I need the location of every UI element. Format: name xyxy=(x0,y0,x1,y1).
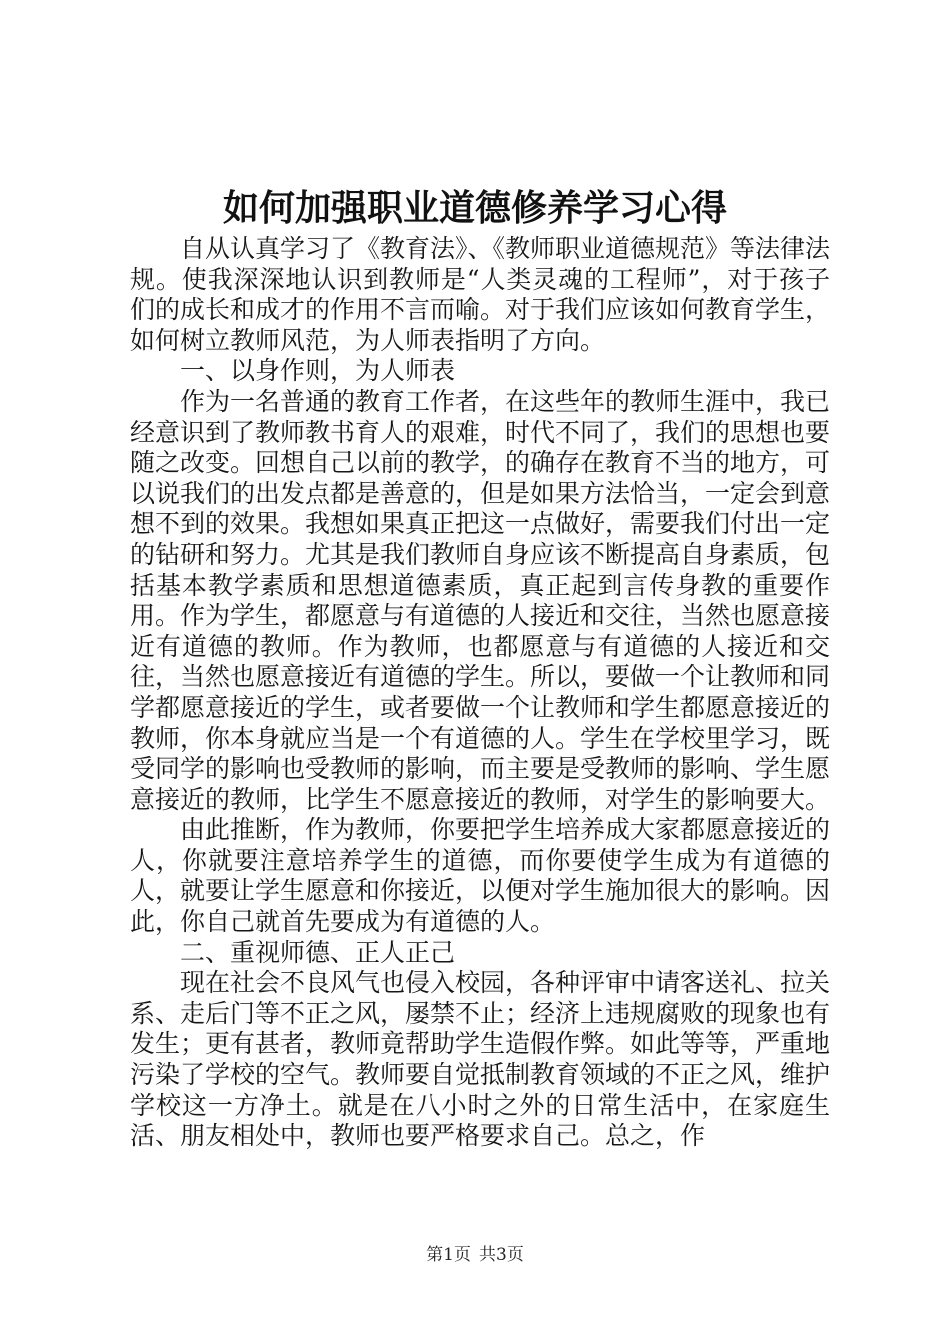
paragraph-intro: 自从认真学习了《教育法》、《教师职业道德规范》等法律法规。使我深深地认识到教师是“人类灵魂的工程师”，对于孩子们的成长和成才的作用不言而喻。对于我们应该如何教育学生，如何树立教师风范，为人师表指明了方向。 xyxy=(130,234,831,355)
document-title: 如何加强职业道德修养学习心得 xyxy=(222,187,727,229)
page-total: 共3页 xyxy=(479,1245,524,1265)
section-heading-1: 一、以身作则，为人师表 xyxy=(180,356,456,386)
paragraph-inference: 由此推断，作为教师，你要把学生培养成大家都愿意接近的人，你就要注意培养学生的道德，而你要使学生成为有道德的人，就要让学生愿意和你接近，以便对学生施加很大的影响。因此，你自己就首先要成为有道德的人。 xyxy=(130,815,831,937)
paragraph-section-2: 现在社会不良风气也侵入校园，各种评审中请客送礼、拉关系、走后门等不正之风，屡禁不止；经济上违规腐败的现象也有发生；更有甚者，教师竟帮助学生造假作弊。如此等等，严重地污染了学校的空气。教师要自觉抵制教育领域的不正之风，维护学校这一方净土。就是在八小时之外的日常生活中，在家庭生活、朋友相处中，教师也要严格要求自己。总之，作 xyxy=(130,968,831,1151)
page-number: 第1页 xyxy=(426,1245,471,1265)
page-footer xyxy=(0,1244,950,1266)
paragraph-section-1: 作为一名普通的教育工作者，在这些年的教师生涯中，我已经意识到了教师教书育人的艰难，时代不同了，我们的思想也要随之改变。回想自己以前的教学，的确存在教育不当的地方，可以说我们的出发点都是善意的，但是如果方法恰当，一定会到意想不到的效果。我想如果真正把这一点做好，需要我们付出一定的钻研和努力。尤其是我们教师自身应该不断提高自身素质，包括基本教学素质和思想道德素质，真正起到言传身教的重要作用。作为学生，都愿意与有道德的人接近和交往，当然也愿意接近有道德的教师。作为教师，也都愿意与有道德的人接近和交往，当然也愿意接近有道德的学生。所以，要做一个让教师和同学都愿意接近的学生，或者要做一个让教师和学生都愿意接近的教师，你本身就应当是一个有道德的人。学生在学校里学习，既受同学的影响也受教师的影响，而主要是受教师的影响、学生愿意接近的教师，比学生不愿意接近的教师，对学生的影响要大。 xyxy=(130,386,831,814)
section-heading-2: 二、重视师德、正人正己 xyxy=(180,937,456,967)
document-body xyxy=(130,234,830,1152)
